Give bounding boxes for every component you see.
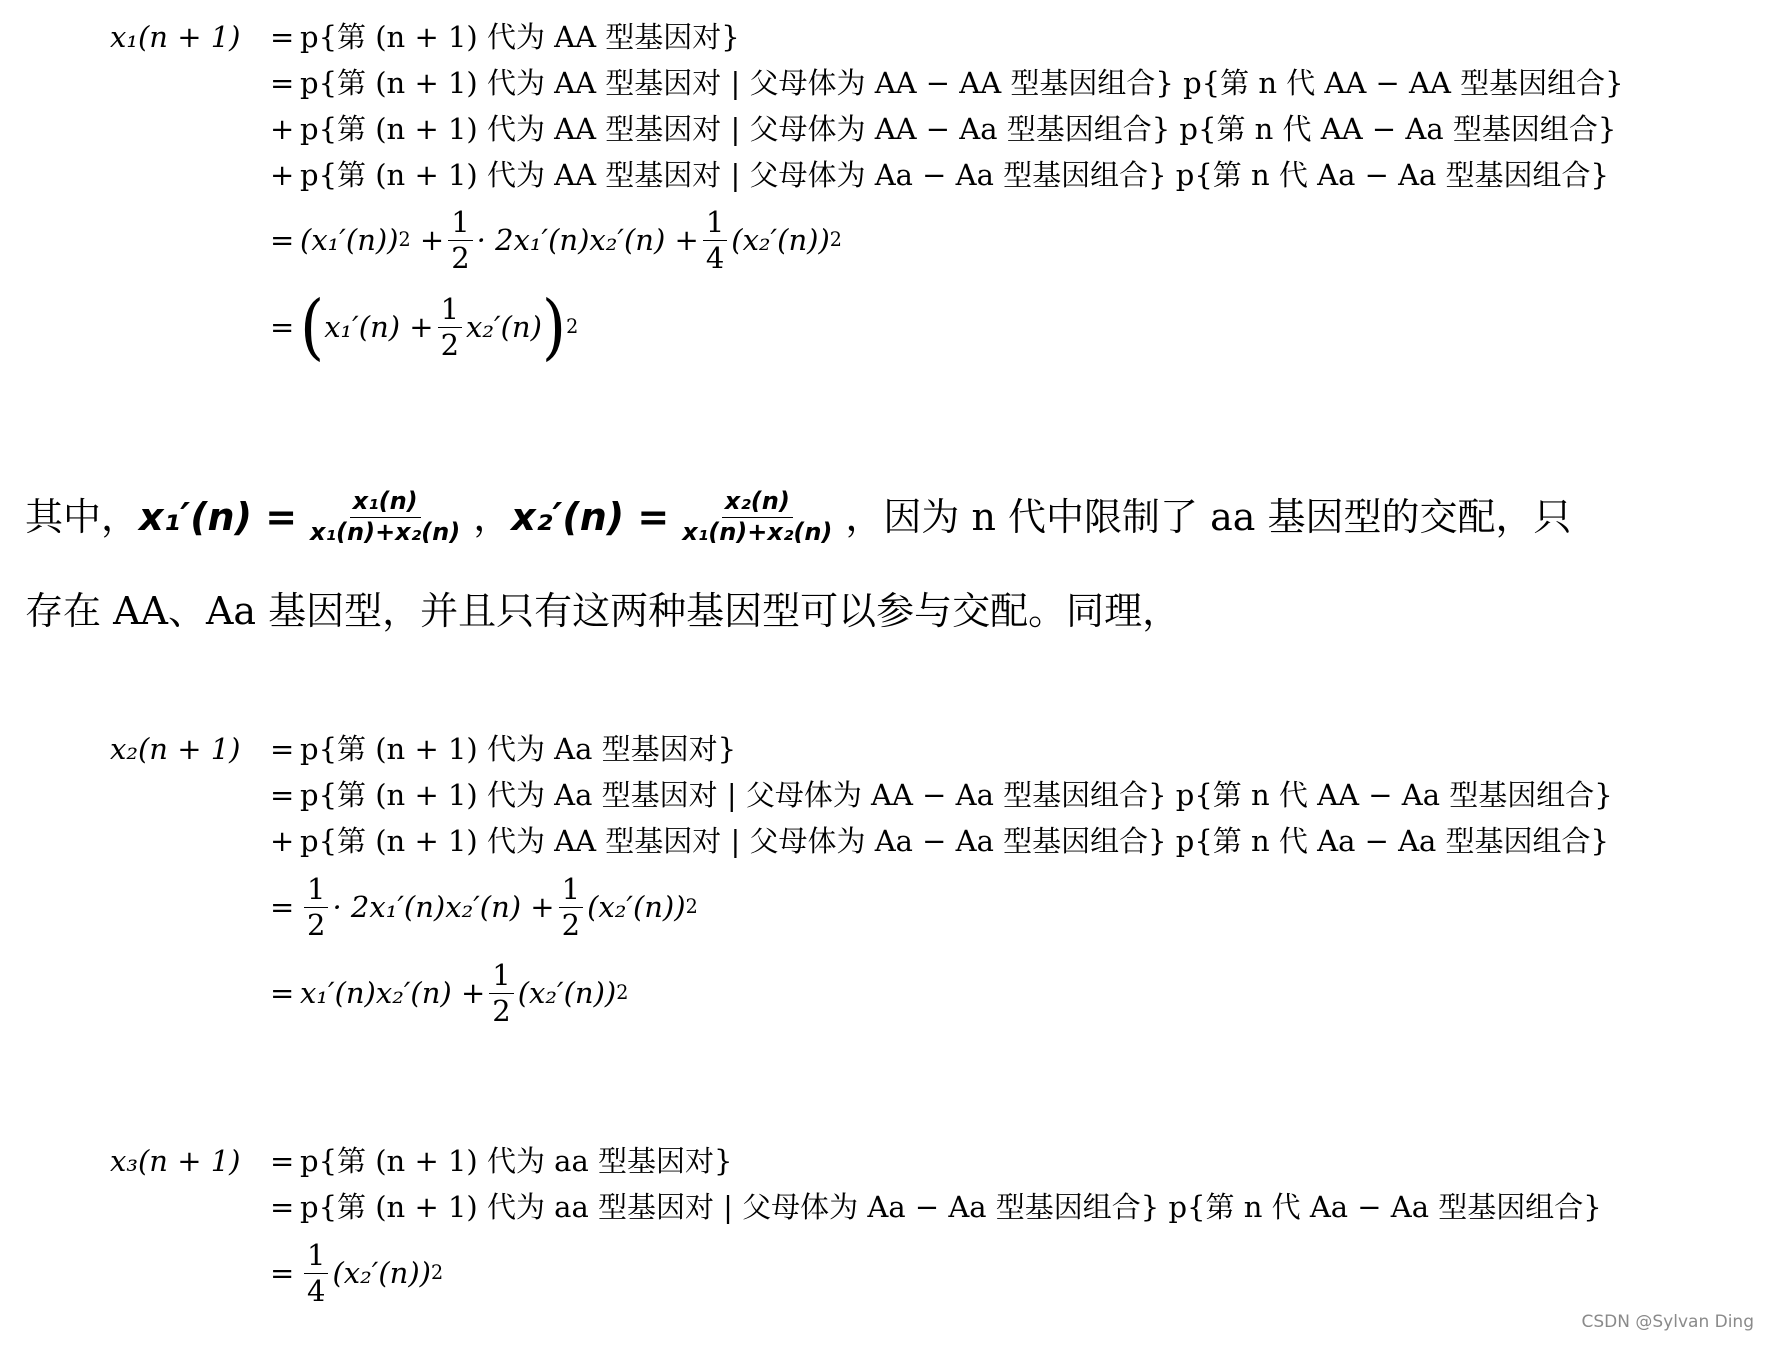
equation-expression: p{第 (n + 1) 代为 AA 型基因对} [300, 19, 740, 54]
equation-relation: + [270, 157, 295, 192]
equation-row [110, 282, 1624, 372]
equation-expression [300, 284, 579, 369]
equation-relation: = [270, 731, 295, 766]
right-paren: ) [541, 284, 567, 369]
operator: + [419, 222, 445, 257]
equation-relation: = [270, 777, 295, 812]
fraction [448, 207, 472, 273]
equation-relation: = [270, 19, 295, 54]
definition-lhs: x₁′(n) = [139, 495, 298, 539]
equation-row [110, 864, 1613, 950]
equation-expression [300, 207, 842, 273]
fraction-numerator: 1 [448, 207, 472, 240]
paragraph-text: 其中， [25, 495, 140, 539]
equation-row [110, 106, 1624, 152]
fraction-denominator: 2 [561, 907, 581, 942]
equation-relation: = [270, 65, 295, 100]
fraction [438, 294, 462, 360]
equation-row [110, 152, 1624, 198]
equation-expression [300, 960, 628, 1026]
exponent: 2 [398, 228, 411, 252]
fraction-numerator: 1 [304, 1240, 328, 1273]
equation-row [110, 818, 1613, 864]
fraction-numerator: 1 [703, 207, 727, 240]
equation-expression [300, 874, 698, 940]
fraction [307, 489, 463, 544]
fraction [304, 1240, 328, 1306]
fraction-denominator: 2 [307, 907, 326, 942]
equation-row [110, 1230, 1602, 1316]
fraction-numerator: 1 [438, 294, 462, 327]
equation-expression: p{第 (n + 1) 代为 Aa 型基因对 | 父母体为 AA − Aa 型基因组合} p{第 n 代 AA − Aa 型基因组合} [300, 777, 1613, 812]
equation-expression: p{第 (n + 1) 代为 AA 型基因对 | 父母体为 AA − AA 型基因组合} p{第 n 代 AA − AA 型基因组合} [300, 65, 1624, 100]
equation-lhs: x₁(n + 1) [110, 19, 241, 54]
fraction [304, 874, 328, 940]
exponent: 2 [616, 981, 629, 1005]
term: (x₂′(n)) [332, 1255, 431, 1290]
fraction-numerator: 1 [559, 874, 583, 907]
equation-lhs: x₃(n + 1) [110, 1143, 241, 1178]
paragraph-line: 存在 AA、Aa 基因型，并且只有这两种基因型可以参与交配。同理， [25, 589, 1181, 633]
equation-expression [300, 1240, 443, 1306]
equation-x3 [110, 1138, 1602, 1316]
equation-expression: p{第 (n + 1) 代为 Aa 型基因对} [300, 731, 737, 766]
equation-row [110, 950, 1613, 1036]
fraction-denominator: 2 [440, 327, 460, 362]
fraction [703, 207, 727, 273]
term: x₂′(n) [466, 309, 542, 344]
fraction-denominator: x₁(n)+x₂(n) [682, 517, 833, 546]
term: (x₁′(n)) [300, 222, 399, 257]
equation-row [110, 198, 1624, 282]
equation-relation: = [270, 975, 295, 1010]
paragraph-line [25, 470, 1755, 564]
fraction [489, 960, 513, 1026]
fraction-numerator: 1 [489, 960, 513, 993]
fraction [559, 874, 583, 940]
equation-x1 [110, 14, 1624, 372]
equation-expression: p{第 (n + 1) 代为 aa 型基因对} [300, 1143, 733, 1178]
equation-x2 [110, 726, 1613, 1036]
equation-relation: = [270, 1189, 295, 1224]
exponent: 2 [685, 895, 698, 919]
definition-lhs: x₂′(n) = [511, 495, 670, 539]
fraction-denominator: x₁(n)+x₂(n) [310, 517, 461, 546]
separator: ， [473, 495, 512, 539]
equation-row [110, 772, 1613, 818]
equation-row [110, 1138, 1602, 1184]
equation-row [110, 1184, 1602, 1230]
fraction [679, 489, 835, 544]
left-paren: ( [300, 284, 325, 369]
equation-row [110, 60, 1624, 106]
equation-relation: = [270, 222, 295, 257]
fraction-denominator: 4 [307, 1273, 326, 1308]
fraction-denominator: 2 [492, 993, 511, 1028]
fraction-numerator: 1 [304, 874, 328, 907]
equation-relation: = [270, 1255, 295, 1290]
watermark: CSDN @Sylvan Ding [1581, 1312, 1754, 1332]
equation-row [110, 14, 1624, 60]
paragraph-text: ，因为 n 代中限制了 aa 基因型的交配，只 [845, 495, 1572, 539]
equation-relation: = [270, 309, 295, 344]
term: x₁′(n) + [324, 309, 434, 344]
equation-expression: p{第 (n + 1) 代为 AA 型基因对 | 父母体为 Aa − Aa 型基因组合} p{第 n 代 Aa − Aa 型基因组合} [300, 157, 1609, 192]
term: (x₂′(n)) [731, 222, 830, 257]
equation-expression: p{第 (n + 1) 代为 AA 型基因对 | 父母体为 AA − Aa 型基因组合} p{第 n 代 AA − Aa 型基因组合} [300, 111, 1617, 146]
equation-relation: + [270, 111, 295, 146]
equation-row [110, 726, 1613, 772]
equation-relation: + [270, 823, 295, 858]
term: (x₂′(n)) [517, 975, 617, 1010]
term: x₁′(n)x₂′(n) + [300, 975, 486, 1010]
exponent: 2 [566, 315, 579, 339]
term: · 2x₁′(n)x₂′(n) + [476, 222, 699, 257]
term: · 2x₁′(n)x₂′(n) + [332, 889, 555, 924]
exponent: 2 [829, 228, 842, 252]
fraction-denominator: 4 [705, 240, 725, 275]
fraction-denominator: 2 [451, 240, 470, 275]
equation-relation: = [270, 889, 295, 924]
equation-lhs: x₂(n + 1) [110, 731, 241, 766]
exponent: 2 [430, 1261, 444, 1285]
fraction-numerator: x₁(n) [350, 489, 421, 517]
equation-expression: p{第 (n + 1) 代为 AA 型基因对 | 父母体为 Aa − Aa 型基因组合} p{第 n 代 Aa − Aa 型基因组合} [300, 823, 1609, 858]
equation-expression: p{第 (n + 1) 代为 aa 型基因对 | 父母体为 Aa − Aa 型基因组合} p{第 n 代 Aa − Aa 型基因组合} [300, 1189, 1602, 1224]
fraction-numerator: x₂(n) [722, 489, 793, 517]
explanation-paragraph [25, 470, 1755, 658]
term: (x₂′(n)) [587, 889, 686, 924]
equation-relation: = [270, 1143, 295, 1178]
